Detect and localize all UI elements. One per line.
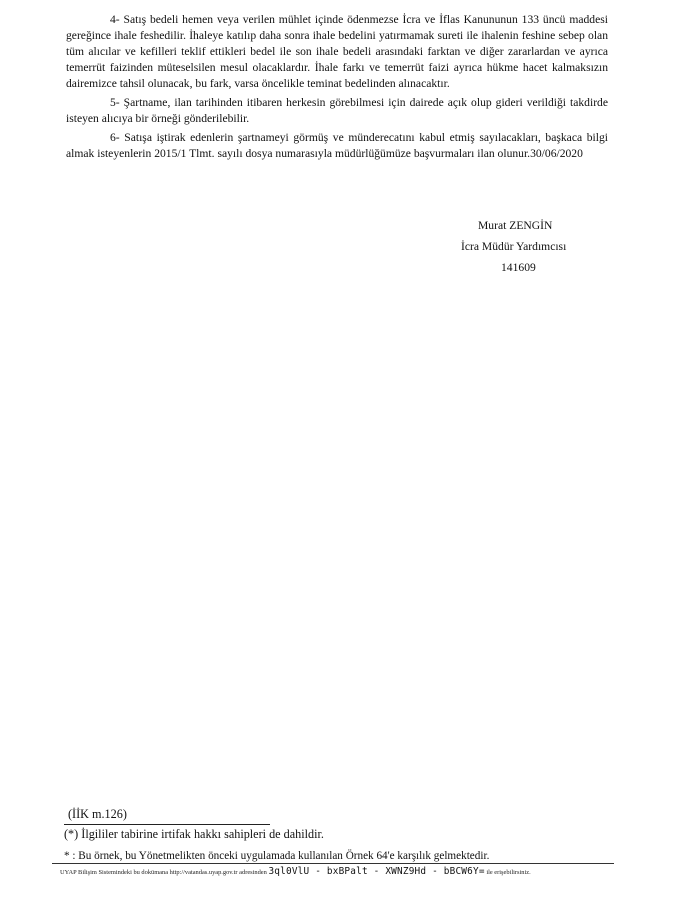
uyap-footer bbox=[60, 866, 620, 879]
footer-prefix: UYAP Bilişim Sistemindeki bu dokümana http://vatandas.uyap.gov.tr adresinden bbox=[60, 869, 267, 876]
signatory-name: Murat ZENGİN bbox=[478, 219, 553, 232]
footer-suffix: ile erişebilirsiniz. bbox=[486, 869, 531, 876]
law-reference: (İİK m.126) bbox=[68, 807, 127, 821]
signature-block bbox=[452, 215, 582, 278]
paragraph-payment-terms: 4- Satış bedeli hemen veya verilen mühlet içinde ödenmezse İcra ve İflas Kanununun 133 üncü maddesi gereğince ihale feshedilir. İhaleye katılıp daha sonra ihale bedelini yatırmamak sureti ile ihalenin feshine sebep olan tüm alıcılar ve kefilleri teklif ettikleri bedel ile son ihale bedeli arasındaki farktan ve diğer zararlardan ve ayrıca temerrüt faizinden müteselsilen mesul olacaklardır. İhale farkı ve temerrüt faizi ayrıca hükme hacet kalmaksızın dairemizce tahsil olunacak, bu fark, varsa öncelikle teminat bedelinden alınacaktır. bbox=[66, 13, 608, 90]
footnote-divider bbox=[64, 824, 270, 825]
verification-code[interactable]: 3ql0VlU - bxBPalt - XWNZ9Hd - bBCW6Y= bbox=[268, 866, 485, 877]
footnote-form-note: * : Bu örnek, bu Yönetmelikten önceki uygulamada kullanılan Örnek 64'e karşılık gelmektedir. bbox=[64, 850, 490, 862]
document-body bbox=[66, 12, 608, 162]
signatory-title: İcra Müdür Yardımcısı bbox=[461, 240, 567, 253]
footnote-interested-parties: (*) İlgililer tabirine irtifak hakkı sahipleri de dahildir. bbox=[64, 827, 324, 841]
paragraph-specification: 5- Şartname, ilan tarihinden itibaren herkesin görebilmesi için dairede açık olup gideri verildiği takdirde isteyen alıcıya bir örneği gönderilebilir. bbox=[66, 96, 608, 125]
paragraph-participation: 6- Satışa iştirak edenlerin şartnameyi görmüş ve münderecatını kabul etmiş sayılacakları, başkaca bilgi almak isteyenlerin 2015/1 Tlmt. sayılı dosya numarasıyla müdürlüğümüze başvurmaları ilan olunur.30/06/2020 bbox=[66, 131, 608, 160]
footer-divider bbox=[52, 863, 614, 864]
signatory-code: 141609 bbox=[501, 261, 536, 274]
